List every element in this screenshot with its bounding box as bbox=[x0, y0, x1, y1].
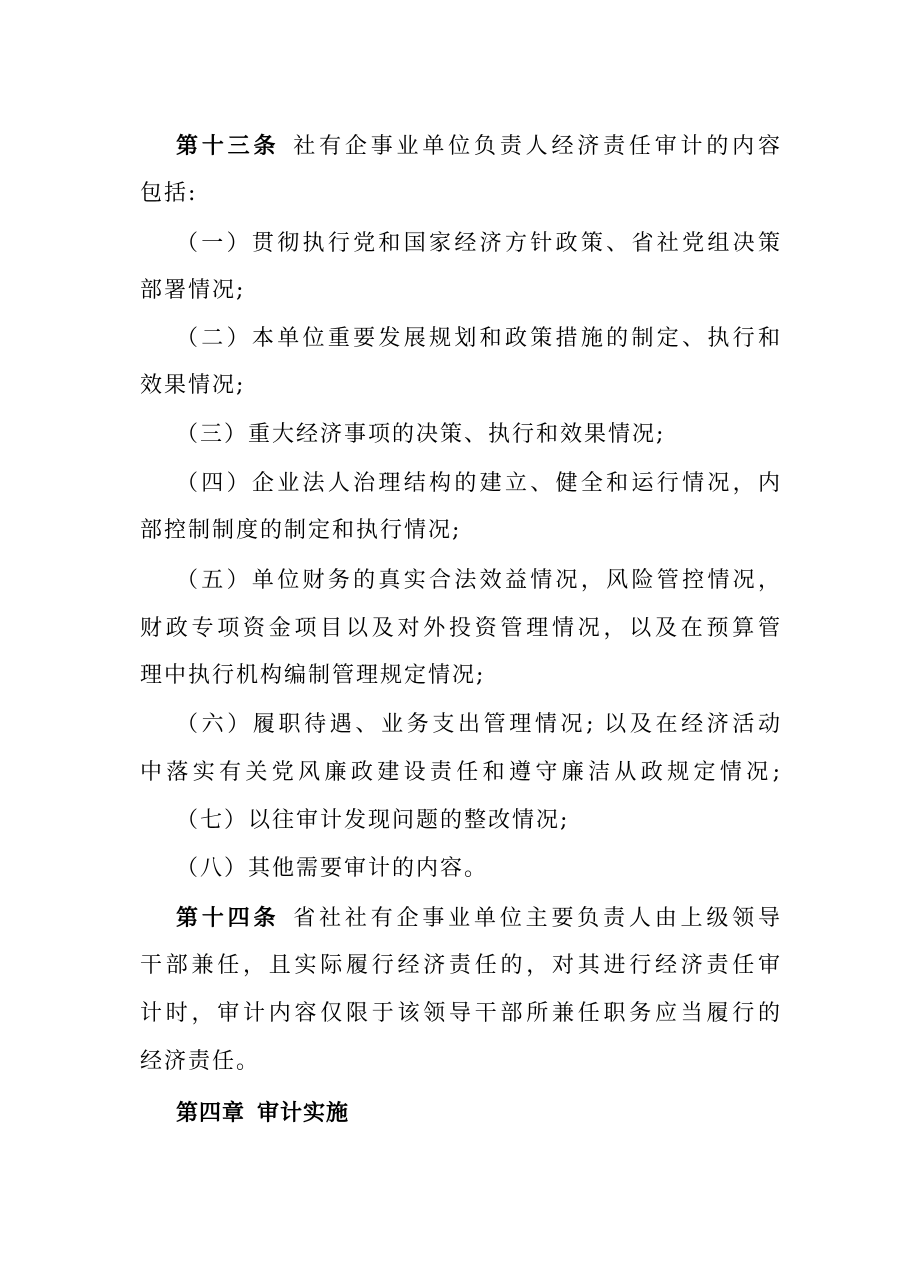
article-13-item-6-line-2: 中落实有关党风廉政建设责任和遵守廉洁从政规定情况; bbox=[140, 760, 780, 785]
article-13-item-3-line-1: （三）重大经济事项的决策、执行和效果情况; bbox=[176, 422, 666, 447]
article-13-item-4-line-2: 部控制制度的制定和执行情况; bbox=[140, 518, 462, 543]
article-13-item-4-line-1: （四）企业法人治理结构的建立、健全和运行情况，内 bbox=[176, 471, 780, 496]
article-13-item-1-line-2: 部署情况; bbox=[140, 278, 246, 303]
article-14-line-2: 干部兼任，且实际履行经济责任的，对其进行经济责任审 bbox=[140, 953, 780, 978]
article-14-heading: 第十四条 bbox=[176, 905, 280, 931]
article-13-item-2-line-2: 效果情况; bbox=[140, 373, 246, 398]
article-14-line-3: 计时，审计内容仅限于该领导干部所兼任职务应当履行的 bbox=[140, 1001, 780, 1026]
article-13-heading: 第十三条 bbox=[176, 133, 280, 159]
article-13-item-6-line-1: （六）履职待遇、业务支出管理情况; 以及在经济活动 bbox=[176, 712, 780, 737]
article-14-line-4: 经济责任。 bbox=[140, 1049, 261, 1074]
article-13-item-2-line-1: （二）本单位重要发展规划和政策措施的制定、执行和 bbox=[176, 326, 780, 351]
chapter-4-title: 审计实施 bbox=[257, 1100, 350, 1126]
article-13-first-line bbox=[176, 131, 780, 161]
article-13-item-5-line-1: （五）单位财务的真实合法效益情况，风险管控情况， bbox=[176, 568, 780, 593]
chapter-4-heading bbox=[176, 1098, 349, 1128]
article-14-intro-text: 省社社有企事业单位主要负责人由上级领导 bbox=[293, 906, 780, 931]
chapter-4-number: 第四章 bbox=[176, 1100, 246, 1126]
article-13-intro-continuation: 包括: bbox=[140, 181, 198, 206]
article-13-item-1-line-1: （一）贯彻执行党和国家经济方针政策、省社党组决策 bbox=[176, 231, 780, 256]
article-14-first-line bbox=[176, 903, 780, 933]
article-13-item-7-line-1: （七）以往审计发现问题的整改情况; bbox=[176, 808, 570, 833]
article-13-item-5-line-2: 财政专项资金项目以及对外投资管理情况，以及在预算管 bbox=[140, 616, 780, 641]
article-13-intro-text: 社有企事业单位负责人经济责任审计的内容 bbox=[293, 134, 780, 159]
article-13-item-8-line-1: （八）其他需要审计的内容。 bbox=[176, 856, 489, 881]
article-13-item-5-line-3: 理中执行机构编制管理规定情况; bbox=[140, 663, 486, 688]
